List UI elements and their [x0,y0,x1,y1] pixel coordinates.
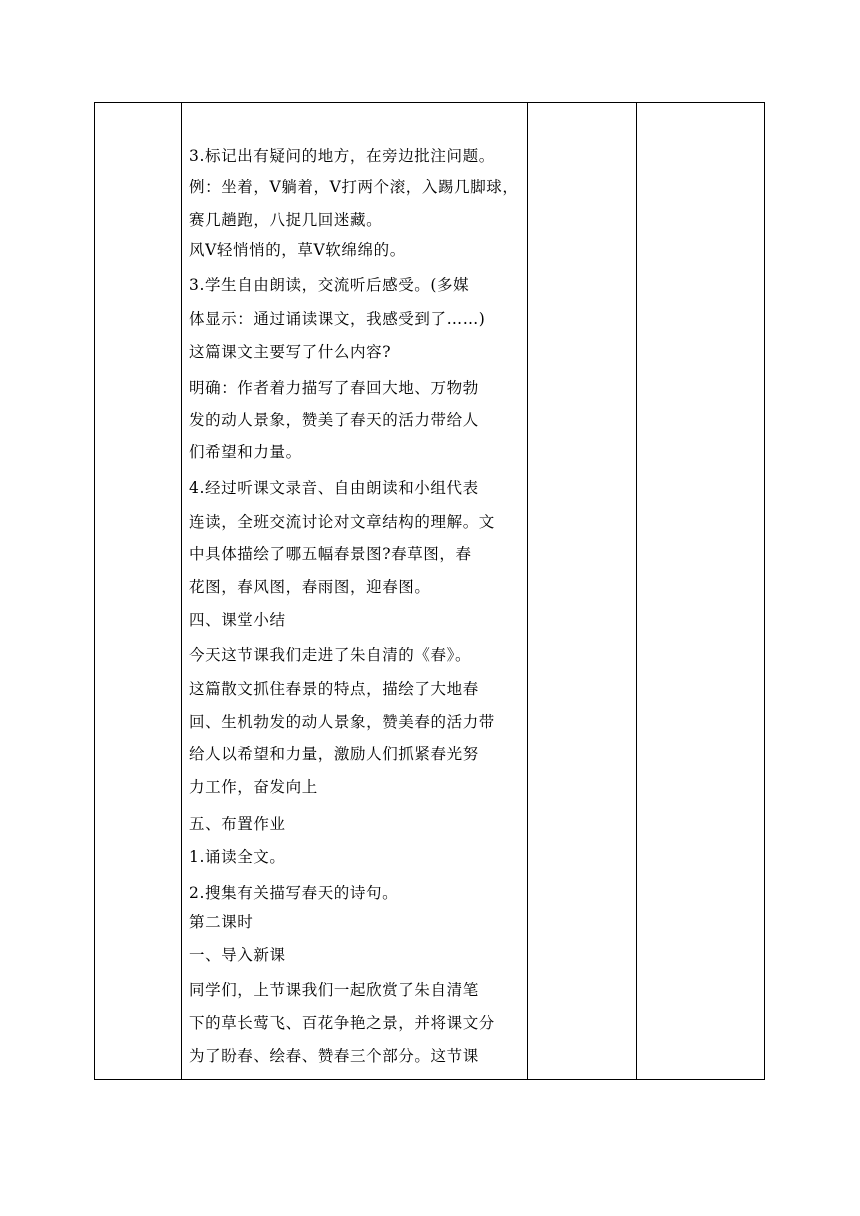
text-line: 明确：作者着力描写了春回大地、万物勃 [189,379,479,397]
table-row [95,103,765,1080]
text-line: 1.诵读全文。 [189,848,286,866]
text-line: 花图，春风图，春雨图，迎春图。 [189,578,431,596]
teaching-process-text [182,103,527,1079]
text-line: 赛几趟跑，八捉几回迷藏。 [189,211,383,229]
text-line: 给人以希望和力量，激励人们抓紧春光努 [189,745,479,763]
text-line: 今天这节课我们走进了朱自清的《春》。 [189,646,472,664]
text-line: 3.学生自由朗读，交流听后感受。(多媒 [189,276,470,294]
text-line: 2.搜集有关描写春天的诗句。 [189,884,399,902]
text-line: 同学们，上节课我们一起欣赏了朱自清笔 [189,981,479,999]
text-line: 四、课堂小结 [189,611,286,629]
text-line: 体显示：通过诵读课文，我感受到了……) [189,310,486,328]
text-line: 风V轻悄悄的，草V软绵绵的。 [189,241,406,259]
text-line: 这篇课文主要写了什么内容? [189,343,392,361]
teaching-process-cell [182,103,528,1080]
text-line: 回、生机勃发的动人景象，赞美春的活力带 [189,713,495,731]
text-line: 发的动人景象，赞美了春天的活力带给人 [189,411,479,429]
fourth-column-cell [637,103,765,1080]
left-column-cell [95,103,182,1080]
text-line: 中具体描绘了哪五幅春景图?春草图，春 [189,545,472,563]
text-line: 们希望和力量。 [189,443,302,461]
text-line: 例：坐着，V躺着，V打两个滚，入踢几脚球， [189,178,519,196]
text-line: 为了盼春、绘春、赞春三个部分。这节课 [189,1047,479,1065]
text-line: 下的草长莺飞、百花争艳之景，并将课文分 [189,1014,495,1032]
text-line: 3.标记出有疑问的地方，在旁边批注问题。 [189,147,495,165]
text-line: 五、布置作业 [189,815,286,833]
text-line: 连读，全班交流讨论对文章结构的理解。文 [189,513,495,531]
text-line: 4.经过听课文录音、自由朗读和小组代表 [189,479,479,497]
third-column-cell [528,103,637,1080]
text-line: 第二课时 [189,913,254,931]
text-line: 力工作，奋发向上 [189,778,318,796]
text-line: 一、导入新课 [189,946,286,964]
text-line: 这篇散文抓住春景的特点，描绘了大地春 [189,680,479,698]
lesson-plan-table [94,102,765,1080]
